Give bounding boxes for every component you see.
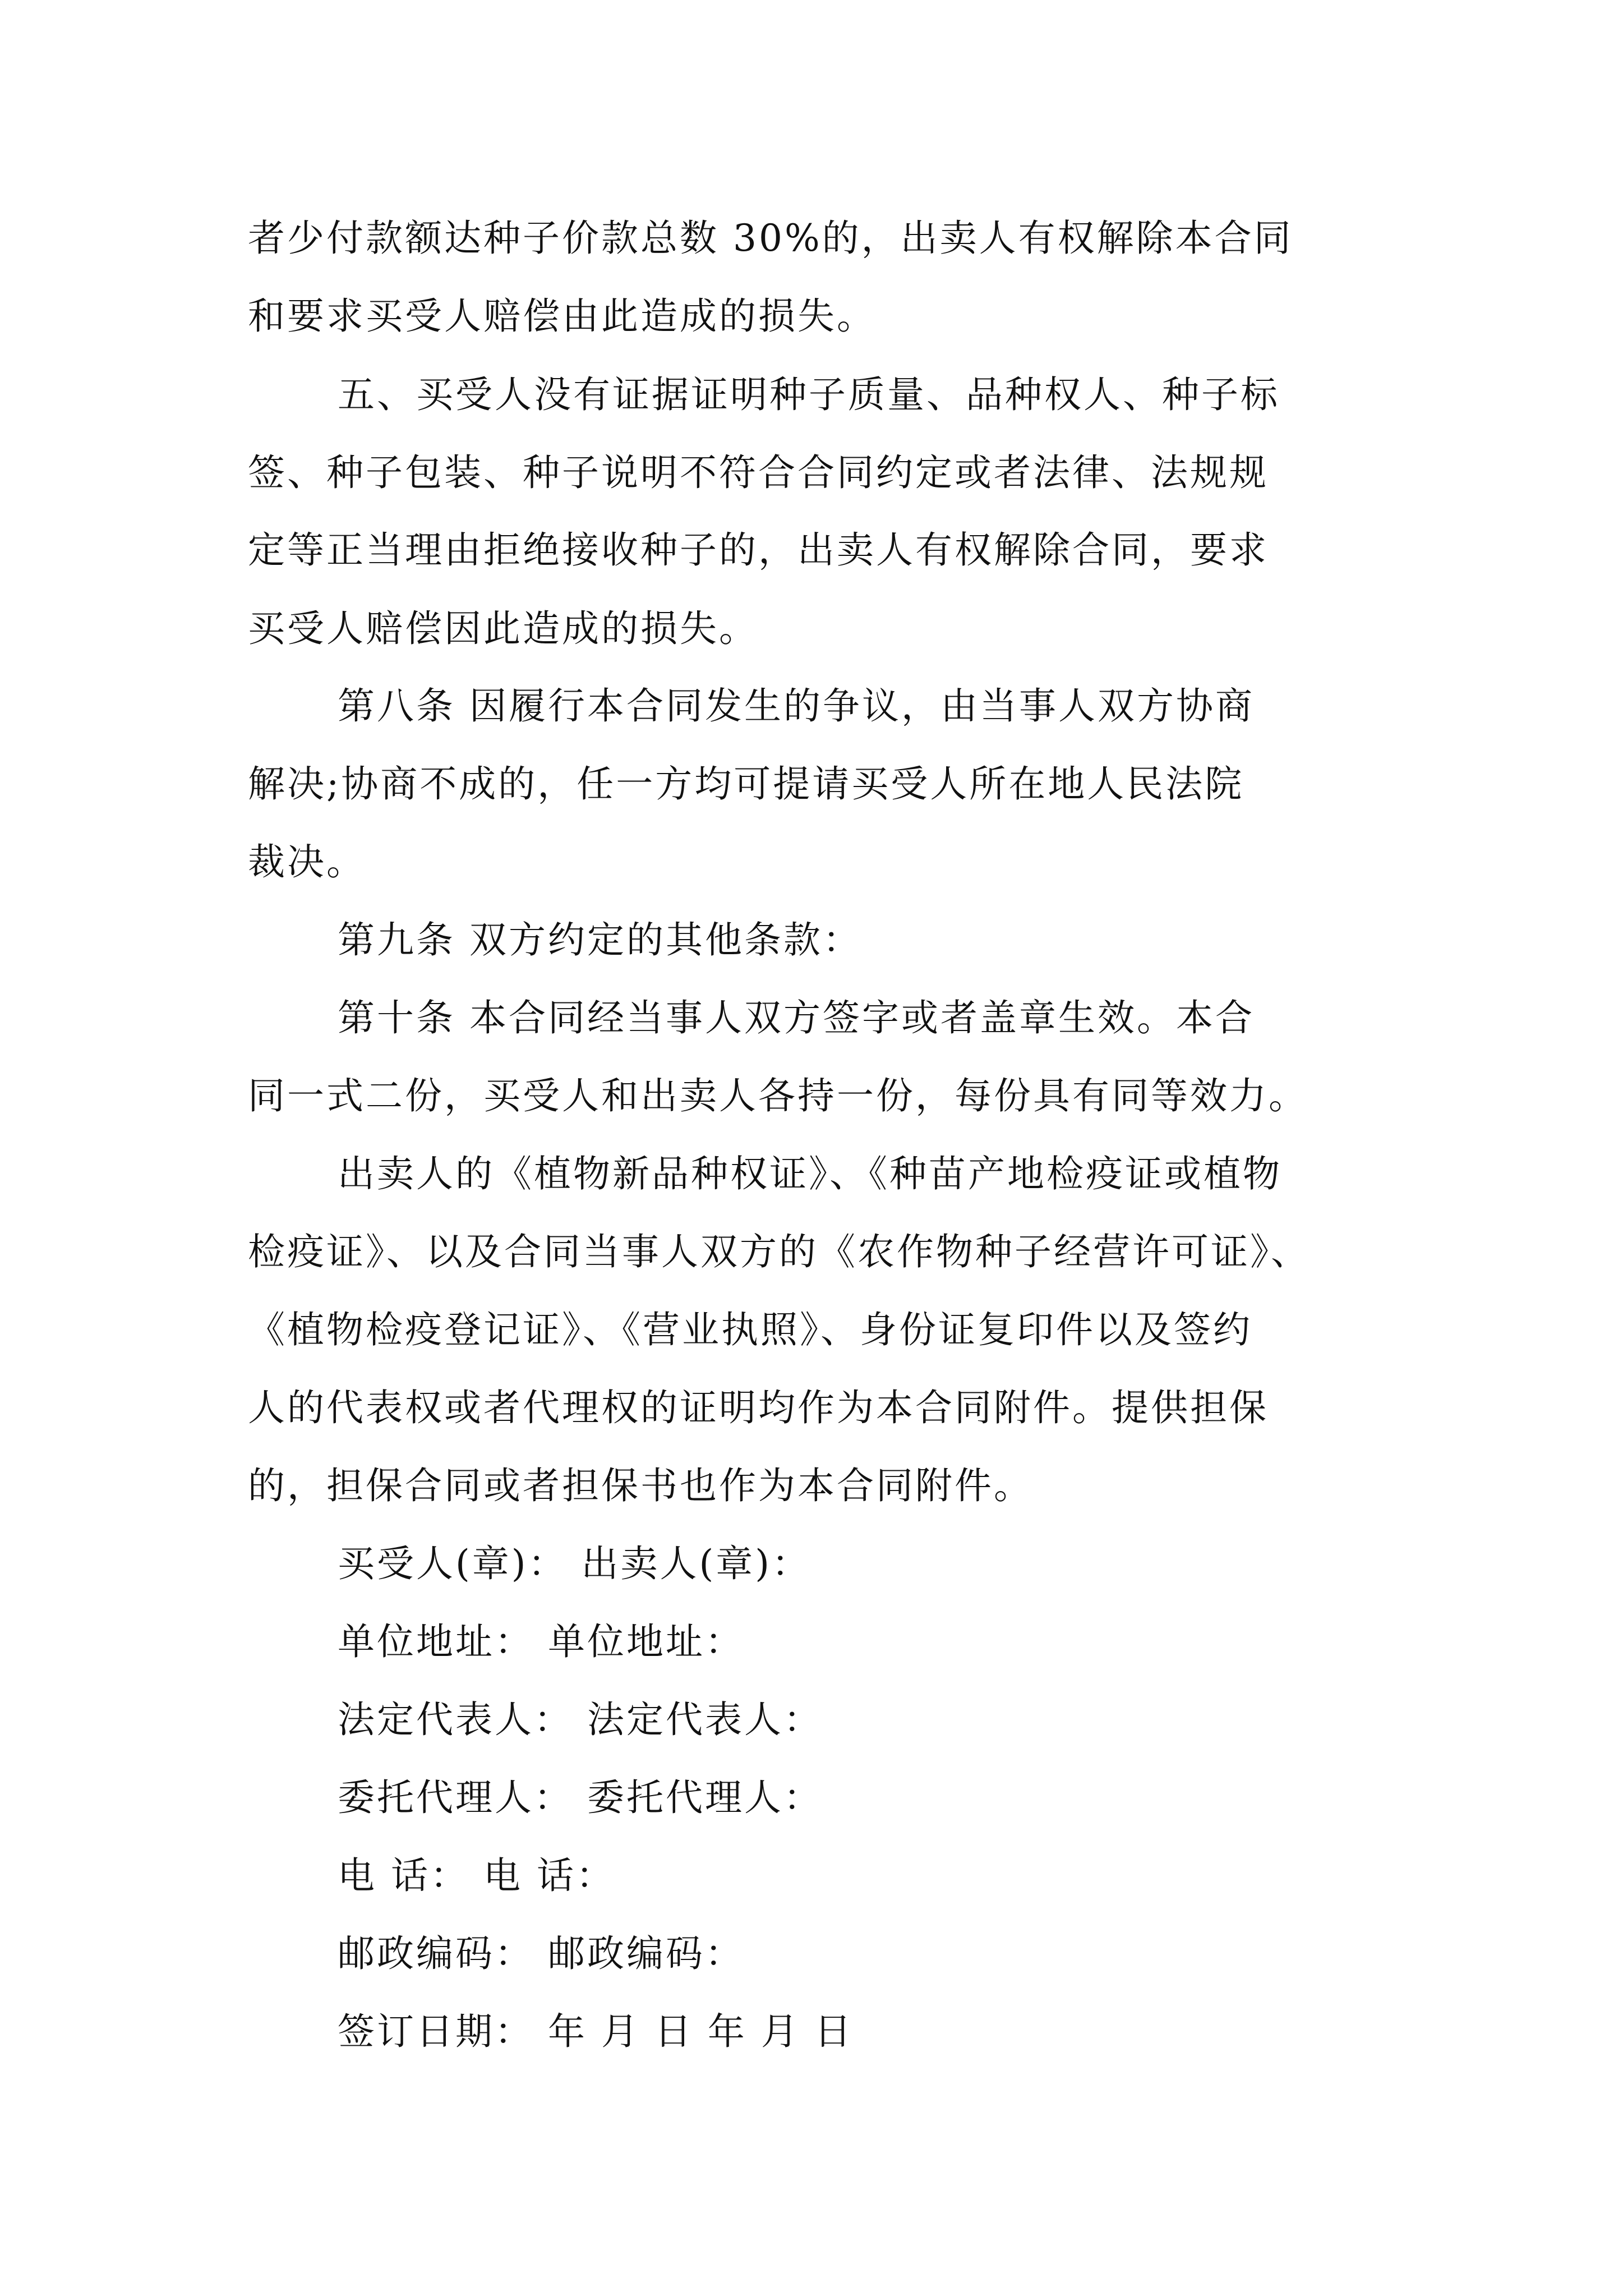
signature-phone: 电 话： 电 话： [338, 1854, 615, 1897]
signature-agent: 委托代理人： 委托代理人： [338, 1776, 823, 1819]
article-ten-line: 第十条 本合同经当事人双方签字或者盖章生效。本合 [338, 996, 1255, 1039]
body-line: 定等正当理由拒绝接收种子的，出卖人有权解除合同，要求 [248, 528, 1269, 572]
body-line: 者少付款额达种子价款总数 30%的，出卖人有权解除本合同 [248, 217, 1293, 260]
body-line: 检疫证》、以及合同当事人双方的《农作物种子经营许可证》、 [248, 1230, 1310, 1273]
signature-legal-representative: 法定代表人： 法定代表人： [338, 1698, 823, 1741]
signature-address: 单位地址： 单位地址： [338, 1620, 744, 1663]
signature-party-seal: 买受人(章)： 出卖人(章)： [338, 1542, 811, 1585]
body-line: 人的代表权或者代理权的证明均作为本合同附件。提供担保 [248, 1386, 1269, 1429]
body-line: 解决;协商不成的，任一方均可提请买受人所在地人民法院 [248, 762, 1244, 806]
body-line: 同一式二份，买受人和出卖人各持一份，每份具有同等效力。 [248, 1074, 1308, 1117]
attachments-line: 出卖人的《植物新品种权证》、《种苗产地检疫证或植物 [338, 1152, 1282, 1195]
article-eight-line: 第八条 因履行本合同发生的争议，由当事人双方协商 [338, 684, 1255, 728]
article-nine-line: 第九条 双方约定的其他条款： [338, 918, 862, 961]
body-line: 《植物检疫登记证》、《营业执照》、身份证复印件以及签约 [248, 1308, 1252, 1351]
body-line: 和要求买受人赔偿由此造成的损失。 [248, 295, 876, 338]
body-line: 买受人赔偿因此造成的损失。 [248, 607, 758, 650]
clause-five-line: 五、买受人没有证据证明种子质量、品种权人、种子标 [338, 373, 1280, 416]
body-line: 的，担保合同或者担保书也作为本合同附件。 [248, 1464, 1033, 1507]
body-line: 签、种子包装、种子说明不符合合同约定或者法律、法规规 [248, 451, 1269, 494]
signature-date: 签订日期： 年 月 日 年 月 日 [338, 2010, 854, 2053]
signature-postal-code: 邮政编码： 邮政编码： [338, 1932, 744, 1975]
body-line: 裁决。 [248, 840, 366, 884]
